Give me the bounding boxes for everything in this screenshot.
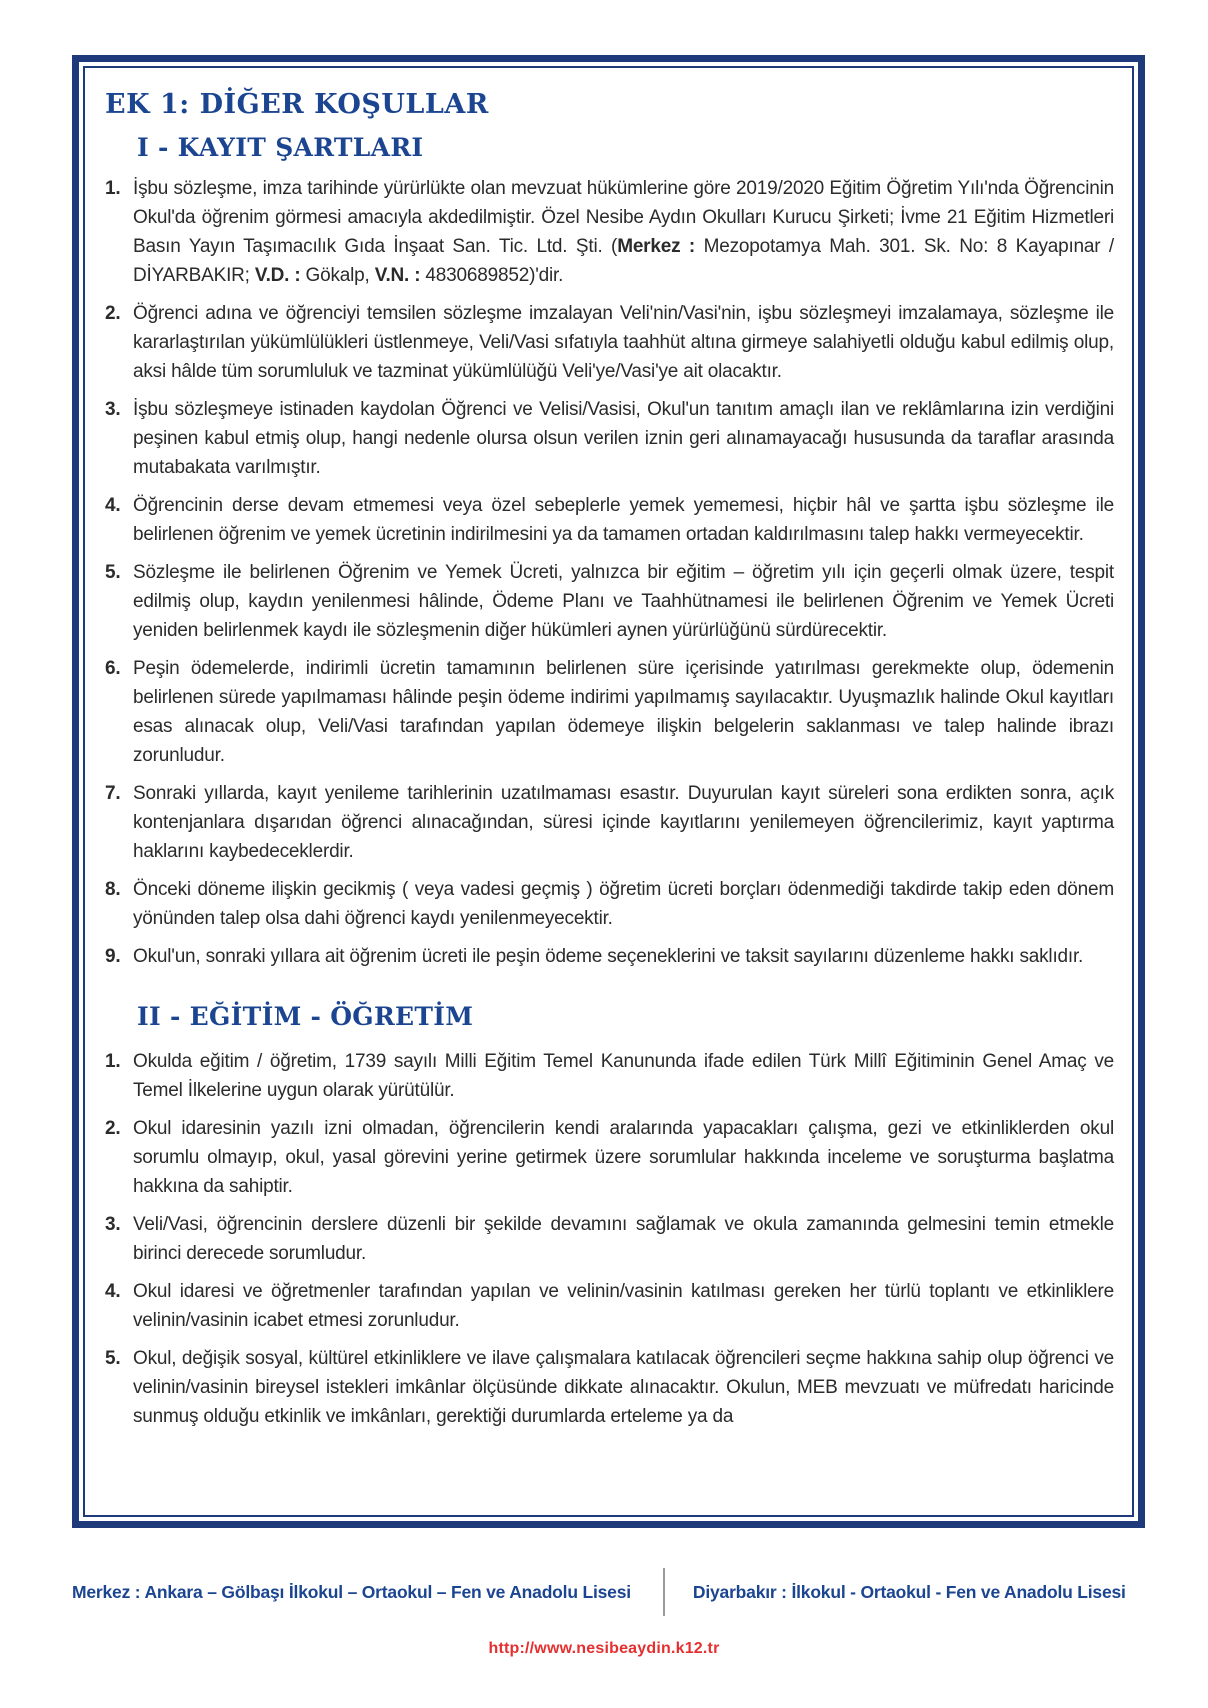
- clause-number: 2.: [105, 303, 121, 324]
- clause-number: 1.: [105, 178, 121, 199]
- clause-segment-bold: V.N. :: [374, 265, 426, 286]
- clause-text: Okul idaresinin yazılı izni olmadan, öğrencilerin kendi aralarında yapacakları çalışma, gezi ve etkinliklerden okul sorumlu olmayıp, okul, yasal görevini yerine getirmek üzere sorumlular hakkında inceleme ve soruşturma başlatma hakkına da sahiptir.: [133, 1118, 1114, 1197]
- footer-divider: [663, 1568, 665, 1616]
- clause-number: 1.: [105, 1051, 121, 1072]
- website-url: http://www.nesibeaydin.k12.tr: [488, 1640, 720, 1657]
- clause-item: [105, 1047, 1114, 1105]
- clause-segment: Mezopotamya Mah. 301. Sk. No: 8 Kayapınar / DİYARBAKIR;: [133, 236, 1115, 286]
- clause-item: [105, 299, 1114, 386]
- clause-item: [105, 1210, 1114, 1268]
- clause-text: Okul'un, sonraki yıllara ait öğrenim ücreti ile peşin ödeme seçeneklerini ve taksit sayılarını düzenleme hakkı saklıdır.: [133, 946, 1084, 967]
- clause-number: 3.: [105, 1214, 121, 1235]
- contract-frame-inner: [83, 66, 1134, 1517]
- clause-segment-bold: V.D. :: [254, 265, 306, 286]
- clause-text: [133, 174, 1114, 290]
- clause-segment-bold: Merkez :: [617, 236, 704, 257]
- clause-item: [105, 654, 1114, 770]
- footer-campus-diyarbakir: Diyarbakır : İlkokul - Ortaokul - Fen ve Anadolu Lisesi: [692, 1582, 1126, 1602]
- clause-number: 5.: [105, 1348, 121, 1369]
- clause-number: 8.: [105, 879, 121, 900]
- page-footer: [72, 1568, 1145, 1616]
- page-title: EK 1: DİĞER KOŞULLAR: [105, 89, 489, 120]
- clause-number: 3.: [105, 399, 121, 420]
- clause-number: 4.: [105, 495, 121, 516]
- clause-number: 6.: [105, 658, 121, 679]
- clause-text: Okul idaresi ve öğretmenler tarafından yapılan ve velinin/vasinin katılması gereken her türlü toplantı ve etkinliklere velinin/vasinin icabet etmesi zorunludur.: [133, 1281, 1114, 1331]
- section-heading-egitim-ogretim: II - EĞİTİM - ÖĞRETİM: [137, 1002, 474, 1031]
- clause-item: [105, 558, 1114, 645]
- clause-item: [105, 1114, 1114, 1201]
- clause-text: Okul, değişik sosyal, kültürel etkinliklere ve ilave çalışmalara katılacak öğrencileri seçme hakkına sahip olup öğrenci ve velinin/vasinin bireysel istekleri imkânlar ölçüsünde dikkate alınacaktır. Okulun, MEB mevzuatı ve müfredatı haricinde sunmuş olduğu etkinlik ve imkânları, gerektiği durumlarda erteleme ya da: [133, 1348, 1114, 1427]
- clause-text: Öğrenci adına ve öğrenciyi temsilen sözleşme imzalayan Veli'nin/Vasi'nin, işbu sözleşmeyi imzalamaya, sözleşme ile kararlaştırılan yükümlülükleri üstlenmeye, Veli/Vasi sıfatıyla taahhüt altına girmeye salahiyetli olduğu kabul edilmiş olup, aksi hâlde tüm sorumluluk ve tazminat yükümlülüğü Veli'ye/Vasi'ye ait olacaktır.: [133, 303, 1114, 382]
- clause-segment: İşbu sözleşme, imza tarihinde yürürlükte olan mevzuat hükümlerine göre 2019/2020 Eğitim Öğretim Yılı'nda Öğrencinin Okul'da öğrenim görmesi amacıyla akdedilmiştir. Özel Nesibe Aydın Okulları Kurucu Şirketi; İvme 21 Eğitim Hizmetleri Basın Yayın Taşımacılık Gıda İnşaat San. Tic. Ltd. Şti. (: [133, 178, 1114, 257]
- clause-item: [105, 1277, 1114, 1335]
- clause-number: 7.: [105, 783, 121, 804]
- section-heading-kayit-sartlari: I - KAYIT ŞARTLARI: [137, 133, 424, 162]
- clause-number: 2.: [105, 1118, 121, 1139]
- clause-segment: Gökalp,: [305, 265, 375, 286]
- clause-text: Önceki döneme ilişkin gecikmiş ( veya vadesi geçmiş ) öğretim ücreti borçları ödenmediği takdirde takip eden dönem yönünden talep olsa dahi öğrenci kaydı yenilenmeyecektir.: [133, 879, 1114, 929]
- clause-item: [105, 875, 1114, 933]
- clause-item: [105, 174, 1114, 290]
- clause-item: [105, 942, 1114, 971]
- footer-campus-ankara: Merkez : Ankara – Gölbaşı İlkokul – Ortaokul – Fen ve Anadolu Lisesi: [72, 1582, 631, 1602]
- clause-number: 9.: [105, 946, 121, 967]
- contract-frame-outer: [72, 55, 1145, 1528]
- clause-text: Okulda eğitim / öğretim, 1739 sayılı Milli Eğitim Temel Kanununda ifade edilen Türk Millî Eğitiminin Genel Amaç ve Temel İlkelerine uygun olarak yürütülür.: [133, 1051, 1114, 1101]
- clause-text: Sözleşme ile belirlenen Öğrenim ve Yemek Ücreti, yalnızca bir eğitim – öğretim yılı için geçerli olmak üzere, tespit edilmiş olup, kaydın yenilenmesi hâlinde, Ödeme Planı ve Taahhütnamesi ile belirlenen Öğrenim ve Yemek Ücreti yeniden belirlenmek kaydı ile sözleşmenin diğer hükümleri aynen yürürlüğünü sürdürecektir.: [133, 562, 1114, 641]
- clause-item: [105, 1344, 1114, 1431]
- clause-item: [105, 395, 1114, 482]
- clause-text: İşbu sözleşmeye istinaden kaydolan Öğrenci ve Velisi/Vasisi, Okul'un tanıtım amaçlı ilan ve reklâmlarına izin verdiğini peşinen kabul etmiş olup, hangi nedenle olursa olsun verilen iznin geri alınamayacağı hususunda da taraflar arasında mutabakata varılmıştır.: [133, 399, 1114, 478]
- clause-item: [105, 779, 1114, 866]
- clause-item: [105, 491, 1114, 549]
- clause-text: Öğrencinin derse devam etmemesi veya özel sebeplerle yemek yememesi, hiçbir hâl ve şartta işbu sözleşme ile belirlenen öğrenim ve yemek ücretinin indirilmesini ya da tamamen ortadan kaldırılmasını talep hakkı vermeyecektir.: [133, 495, 1114, 545]
- clause-number: 4.: [105, 1281, 121, 1302]
- clause-text: Veli/Vasi, öğrencinin derslere düzenli bir şekilde devamını sağlamak ve okula zamanında gelmesini temin etmekle birinci derecede sorumludur.: [133, 1214, 1114, 1264]
- clause-segment: 4830689852)'dir.: [425, 265, 564, 286]
- clause-number: 5.: [105, 562, 121, 583]
- clause-text: Sonraki yıllarda, kayıt yenileme tarihlerinin uzatılmaması esastır. Duyurulan kayıt süreleri sona erdikten sonra, açık kontenjanlara dışarıdan öğrenci alınacağından, süresi içinde kayıtlarını yenilemeyen öğrencilerimiz, kayıt yaptırma haklarını kaybedeceklerdir.: [133, 783, 1114, 862]
- clause-text: Peşin ödemelerde, indirimli ücretin tamamının belirlenen süre içerisinde yatırılması gerekmekte olup, ödemenin belirlenen sürede yapılmaması hâlinde peşin ödeme indirimi yapılmamış sayılacaktır. Uyuşmazlık halinde Okul kayıtları esas alınacak olup, Veli/Vasi tarafından yapılan ödemeye ilişkin belgelerin saklanması ve talep halinde ibrazı zorunludur.: [133, 658, 1114, 766]
